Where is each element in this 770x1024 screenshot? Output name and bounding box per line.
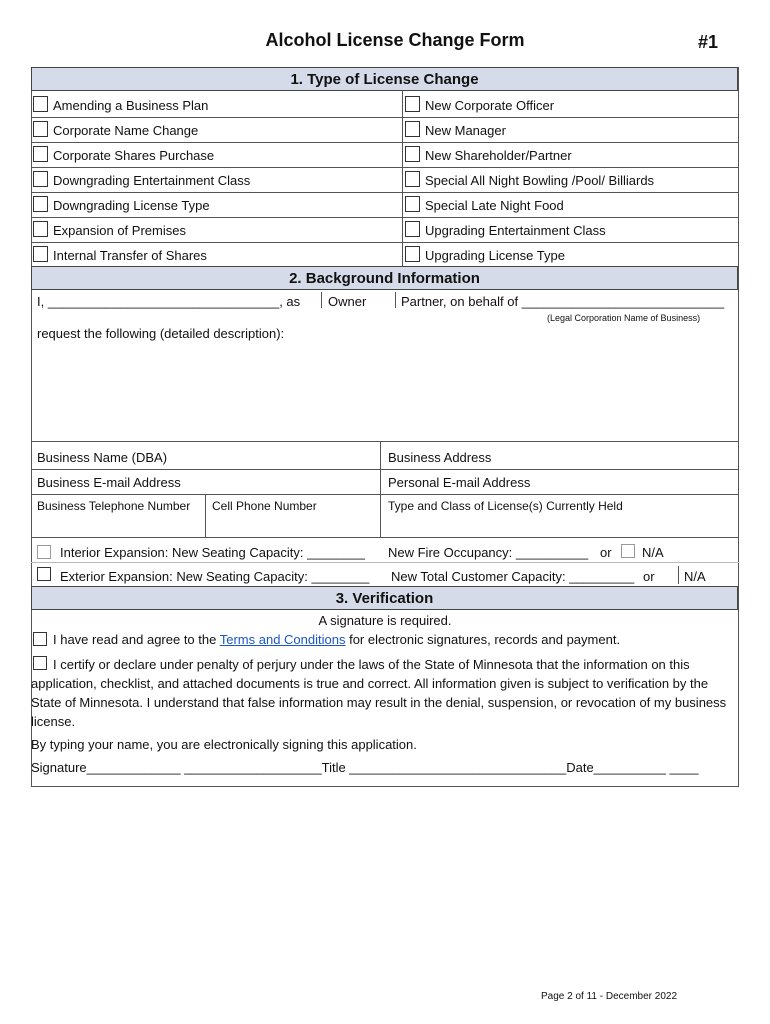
license-change-option: Upgrading Entertainment Class <box>425 223 606 238</box>
new-fire-occupancy-label: New Fire Occupancy: __________ <box>388 545 589 560</box>
request-label: request the following (detailed description): <box>37 326 285 341</box>
form-number: #1 <box>697 32 718 52</box>
interior-expansion-checkbox[interactable] <box>37 545 51 559</box>
page-footer: Page 2 of 11 - December 2022 <box>541 991 678 1002</box>
row-divider <box>31 192 739 193</box>
license-change-checkbox[interactable] <box>33 96 48 112</box>
na-label-1: N/A <box>642 545 664 560</box>
terms-agree-checkbox[interactable] <box>33 632 47 646</box>
license-change-checkbox[interactable] <box>405 221 420 237</box>
license-change-checkbox[interactable] <box>33 246 48 262</box>
license-change-checkbox[interactable] <box>405 121 420 137</box>
section1-divider <box>402 91 403 266</box>
row-divider <box>31 167 739 168</box>
business-name-field[interactable]: Business Name (DBA) <box>37 450 168 465</box>
divider <box>380 441 381 537</box>
legal-name-caption: (Legal Corporation Name of Business) <box>547 313 701 323</box>
license-change-option: Downgrading Entertainment Class <box>53 173 251 188</box>
license-change-option: Downgrading License Type <box>53 198 210 213</box>
divider <box>31 441 739 442</box>
license-change-option: Special Late Night Food <box>425 198 564 213</box>
signature-line[interactable]: Signature_____________ ___________________Title ______________________________Date__________ ____ <box>31 760 699 775</box>
terms-agree-text <box>53 632 620 647</box>
form-title: Alcohol License Change Form <box>265 30 525 50</box>
na-checkbox-1[interactable] <box>621 544 635 558</box>
interior-expansion-label: Interior Expansion: New Seating Capacity: ________ <box>60 545 365 560</box>
new-total-capacity-label: New Total Customer Capacity: _________ <box>391 569 635 584</box>
cell-phone-field[interactable]: Cell Phone Number <box>212 499 317 513</box>
license-change-option: Corporate Name Change <box>53 123 199 138</box>
license-change-checkbox[interactable] <box>405 146 420 162</box>
license-change-checkbox[interactable] <box>33 196 48 212</box>
na-checkbox-2[interactable] <box>678 566 679 584</box>
terms-and-conditions-link[interactable]: Terms and Conditions <box>219 632 346 647</box>
section1-heading: 1. Type of License Change <box>31 67 738 91</box>
row-divider <box>31 242 739 243</box>
license-change-checkbox[interactable] <box>33 221 48 237</box>
license-change-option: Special All Night Bowling /Pool/ Billiards <box>425 173 655 188</box>
agree-text-before: I have read and agree to the <box>53 632 220 647</box>
license-change-option: Upgrading License Type <box>425 248 565 263</box>
divider <box>205 494 206 537</box>
signature-required-note: A signature is required. <box>318 613 452 628</box>
personal-email-field[interactable]: Personal E-mail Address <box>388 475 531 490</box>
row-divider <box>31 117 739 118</box>
partner-label: Partner, on behalf of ____________________________ <box>401 294 725 309</box>
typing-note: By typing your name, you are electronically signing this application. <box>31 737 417 752</box>
form-bottom-border <box>31 786 739 787</box>
row-divider <box>31 217 739 218</box>
row-divider <box>31 142 739 143</box>
certify-statement: I certify or declare under penalty of perjury under the laws of the State of Minnesota that the information on this application, checklist, and attached documents is true and correct. All information given is subject to verification by the State of Minnesota. I understand that false information may result in the denial, suspension, or revocation of my business license. <box>31 657 727 729</box>
exterior-expansion-label: Exterior Expansion: New Seating Capacity: ________ <box>60 569 370 584</box>
license-change-checkbox[interactable] <box>405 171 420 187</box>
license-change-checkbox[interactable] <box>405 246 420 262</box>
license-change-option: Corporate Shares Purchase <box>53 148 215 163</box>
description-area[interactable] <box>32 345 737 440</box>
divider <box>31 469 739 470</box>
applicant-name-line: I, ________________________________, as <box>37 294 301 309</box>
or-label-2: or <box>643 569 655 584</box>
divider <box>31 494 739 495</box>
license-change-option: New Manager <box>425 123 506 138</box>
license-change-checkbox[interactable] <box>33 171 48 187</box>
divider <box>31 562 739 563</box>
business-address-field[interactable]: Business Address <box>388 450 492 465</box>
owner-checkbox-edge[interactable] <box>321 292 322 308</box>
license-change-option: Amending a Business Plan <box>53 98 209 113</box>
form-right-border <box>738 67 739 787</box>
exterior-expansion-checkbox[interactable] <box>37 567 51 581</box>
agree-text-after: for electronic signatures, records and payment. <box>345 632 621 647</box>
license-change-option: Internal Transfer of Shares <box>53 248 207 263</box>
or-label-1: or <box>600 545 612 560</box>
partner-checkbox-edge[interactable] <box>395 292 396 308</box>
license-change-checkbox[interactable] <box>405 96 420 112</box>
license-class-field[interactable]: Type and Class of License(s) Currently Held <box>388 499 623 513</box>
license-change-option: New Shareholder/Partner <box>425 148 572 163</box>
section2-heading: 2. Background Information <box>31 266 738 290</box>
section3-heading: 3. Verification <box>31 586 738 610</box>
business-email-field[interactable]: Business E-mail Address <box>37 475 181 490</box>
na-label-2: N/A <box>684 569 706 584</box>
license-change-option: Expansion of Premises <box>53 223 186 238</box>
divider <box>31 537 739 538</box>
license-change-checkbox[interactable] <box>405 196 420 212</box>
license-change-checkbox[interactable] <box>33 146 48 162</box>
business-phone-field[interactable]: Business Telephone Number <box>37 499 191 513</box>
owner-label: Owner <box>328 294 367 309</box>
license-change-option: New Corporate Officer <box>425 98 555 113</box>
license-change-checkbox[interactable] <box>33 121 48 137</box>
